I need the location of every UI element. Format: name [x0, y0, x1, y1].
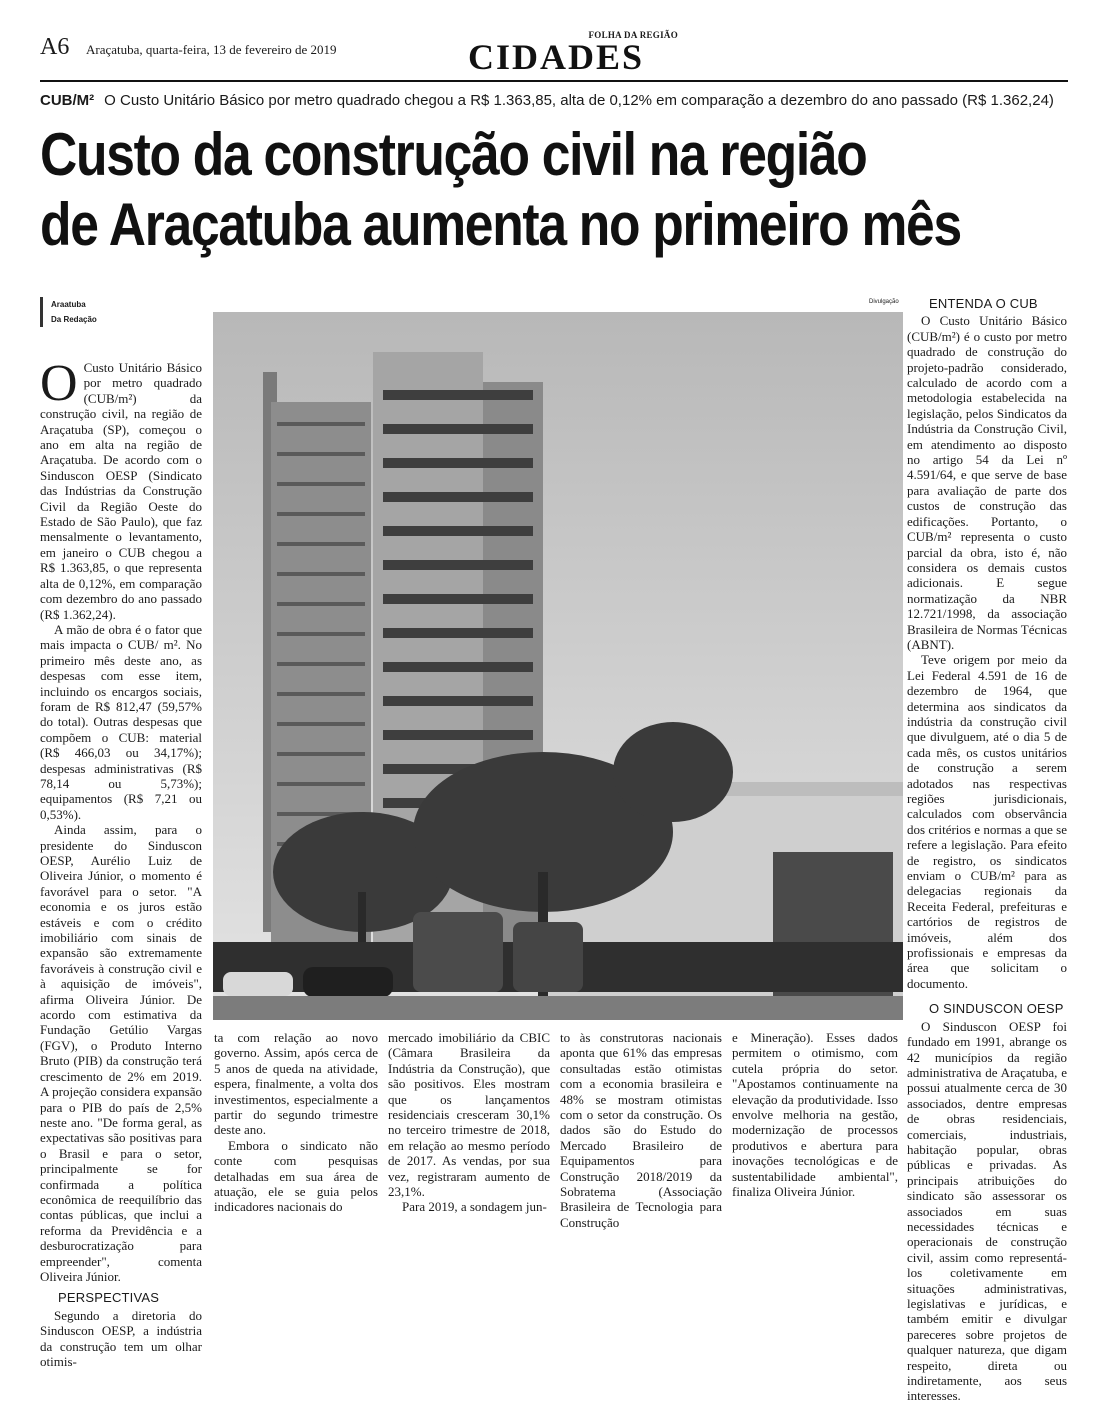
- building-photo-illustration: [213, 312, 903, 1020]
- headline-line-2: de Araçatuba aumenta no primeiro mês: [40, 191, 961, 258]
- dateline: Araçatuba, quarta-feira, 13 de fevereiro de 2019: [86, 42, 337, 57]
- headline: [40, 120, 1070, 260]
- subheadline-text: O Custo Unitário Básico por metro quadrado chegou a R$ 1.363,85, alta de 0,12% em comparação a dezembro do ano passado (R$ 1.362,24): [104, 92, 1054, 109]
- article-column-2: [214, 1030, 378, 1215]
- byline: [40, 297, 97, 327]
- article-paragraph: O Custo Unitário Básico por metro quadrado (CUB/m²) da construção civil, na região de Araçatuba (SP), começou o ano em alta na região de Araçatuba. De acordo com o Sinduscon OESP (Sindicato das Indústrias da Construção Civil da Região Oeste do Estado de São Paulo), que faz mensalmente o levantamento, em janeiro o CUB chegou a R$ 1.363,85, o que representa alta de 0,12%, em comparação com dezembro do ano passado (R$ 1.362,24).: [40, 355, 202, 622]
- sidebar-title-entenda: ENTENDA O CUB: [929, 296, 1038, 311]
- article-column-3: [388, 1030, 550, 1215]
- sidebar-paragraph: O Custo Unitário Básico (CUB/m²) é o custo por metro quadrado de construção do projeto-padrão considerado, calculado de acordo com a metodologia estabelecida na legislação, pelos Sindicatos da Indústria da Construção Civil, em atendimento ao disposto no artigo 54 da Lei nº 4.591/64, e que serve de base para avaliação de parte dos custos de construção das edificações. Portanto, o CUB/m² representa o custo parcial da obra, isto é, não considera os demais custos adicionais. E segue normatização da NBR 12.721/1998, da associação Brasileira de Normas Técnicas (ABNT).: [907, 313, 1067, 652]
- article-paragraph: to às construtoras nacionais aponta que 61% das empresas consultadas estão otimistas com a economia brasileira e 48% se mostram otimistas com o setor da construção. Os dados são do Estudo do Mercado Brasileiro de Equipamentos para Construção 2018/2019 da Sobratema (Associação Brasileira de Tecnologia para Construção: [560, 1030, 722, 1230]
- subheadline-tag: CUB/M²: [40, 92, 95, 109]
- article-paragraph: e Mineração). Esses dados permitem o otimismo, com cutela própria do setor. "Apostamos continuamente na elevação da produtividade. Isso envolve melhoria na gestão, modernização de processos produtivos e abertura para inovações tecnológicas e de sustentabilidade ambiental", finaliza Oliveira Júnior.: [732, 1030, 898, 1200]
- article-paragraph: Embora o sindicato não conte com pesquisas detalhadas em sua área de atuação, ele se guia pelos indicadores nacionais do: [214, 1137, 378, 1215]
- section-brand: [468, 30, 678, 78]
- sidebar-column: [907, 296, 1067, 1404]
- page-header: [40, 28, 1068, 82]
- page-number: A6: [40, 34, 70, 60]
- sidebar-paragraph: Teve origem por meio da Lei Federal 4.591 de 16 de dezembro de 1964, que determina aos sindicatos da indústria da construção civil que divulguem, até o dia 5 de cada mês, os custos unitários de construção a serem adotados nas respectivas regiões jurisdicionais, calculados com observância dos critérios e normas a que se refere a legislação. Para efeito de registro, os sindicatos enviam o CUB/m² para as delegacias regionais da Receita Federal, prefeituras e cartórios de registros de imóveis, além dos profissionais e empresas da área que solicitam o documento.: [907, 652, 1067, 991]
- article-paragraph: A mão de obra é o fator que mais impacta o CUB/ m². No primeiro mês deste ano, as despesas com esse item, incluindo os encargos sociais, foram de R$ 812,47 (59,57% do total). Outras despesas que compõem o CUB: material (R$ 466,03 ou 34,17%); despesas administrativas (R$ 78,14 ou 5,73%); equipamentos (R$ 7,21 ou 0,53%).: [40, 621, 202, 822]
- byline-place: Araatuba: [51, 300, 86, 309]
- drop-cap: O: [40, 355, 78, 412]
- article-column-4: [560, 1030, 722, 1230]
- article-paragraph: mercado imobiliário da CBIC (Câmara Brasileira da Indústria da Construção), que são positivos. Eles mostram que os lançamentos residenciais cresceram 30,1% no terceiro trimestre de 2018, em relação ao mesmo período de 2017. As vendas, por sua vez, registraram aumento de 23,1%.: [388, 1030, 550, 1200]
- article-column-5: [732, 1030, 898, 1199]
- article-paragraph: Ainda assim, para o presidente do Sinduscon OESP, Aurélio Luiz de Oliveira Júnior, o momento é favorável para o setor. "A economia e os juros estão estáveis e com o crédito imobiliário com sinais de expansão são extremamente favoráveis à construção civil e à aquisição de imóveis", afirma Oliveira Júnior. De acordo com estimativa da Fundação Getúlio Vargas (FGV), o Produto Interno Bruto (PIB) da construção terá crescimento de 2% em 2019. A projeção considera expansão para o PIB do país de 2,5% neste ano. "De forma geral, as expectativas são positivas para o Brasil e para o setor, principalmente se for confirmada a política econômica de reequilíbrio das contas públicas, que inclui a reforma da Previdência e a desburocratização para empreender", comenta Oliveira Júnior.: [40, 822, 202, 1284]
- section-name: CIDADES: [468, 37, 645, 77]
- newspaper-name: FOLHA DA REGIÃO: [588, 30, 678, 40]
- article-column-1: [40, 355, 202, 1369]
- subhead-perspectivas: PERSPECTIVAS: [58, 1290, 160, 1306]
- article-paragraph: Segundo a diretoria do Sinduscon OESP, a indústria da construção tem um olhar otimis-: [40, 1307, 202, 1369]
- article-paragraph: ta com relação ao novo governo. Assim, após cerca de 5 anos de queda na atividade, espera, finalmente, a volta dos investimentos, especialmente a partir do segundo trimestre deste ano.: [214, 1030, 378, 1138]
- article-paragraph: Para 2019, a sondagem jun-: [402, 1199, 547, 1215]
- subheadline: [40, 92, 1070, 109]
- headline-line-1: Custo da construção civil na região: [40, 121, 867, 188]
- photo-credit: Divulgação: [869, 299, 899, 305]
- byline-source: Da Redação: [51, 315, 97, 324]
- sidebar-title-sinduscon: O SINDUSCON OESP: [929, 1001, 1064, 1017]
- header-rule: [40, 80, 1068, 82]
- building-photo: [213, 312, 903, 1020]
- sidebar-paragraph: O Sinduscon OESP foi fundado em 1991, abrange os 42 municípios da região administrativa de Araçatuba, e possui atualmente cerca de 30 associados, dentre empresas de obras residenciais, comerciais, industriais, habitação popular, obras públicas e privadas. As principais atribuições do sindicato são assessorar os associados em suas necessidades técnicas e operacionais de construção civil, assim como representá-los coletivamente em situações administrativas, legislativas e jurídicas, e também emitir e divulgar pareceres sobre projetos de qualquer natureza, que digam respeito, direta ou indiretamente, aos seus interesses.: [907, 1018, 1067, 1404]
